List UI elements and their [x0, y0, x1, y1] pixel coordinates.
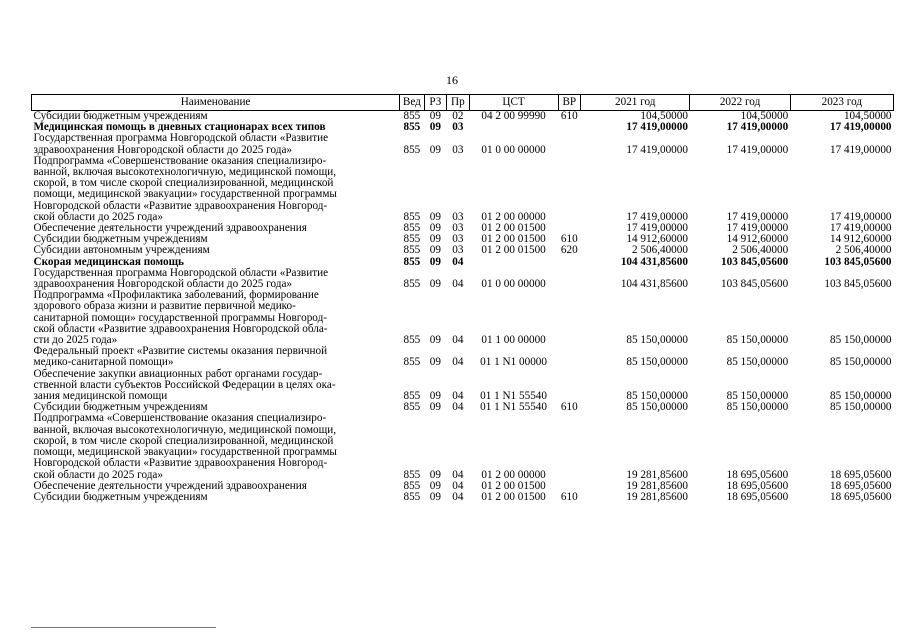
cell-rz: 09: [429, 479, 441, 492]
header-2023: 2023 год: [790, 95, 893, 111]
cell-name: Субсидии бюджетным учреждениям: [33, 490, 208, 503]
cell-vr: 620: [560, 244, 578, 257]
cell-name: Государственная программа Новгородской области «Развитие здравоохранения Новгородской области до 2025 года»: [33, 132, 329, 156]
cell-2023: 17 419,00000: [829, 222, 892, 235]
cell-cst: [469, 257, 558, 268]
cell-cst: 01 0 00 00000: [481, 278, 546, 291]
cell-ved: 855: [403, 110, 421, 122]
cell-2022: 103 845,05600: [721, 278, 789, 291]
header-vr: ВР: [558, 95, 580, 111]
cell-2022: 17 419,00000: [726, 121, 789, 134]
table-row: [32, 245, 894, 256]
cell-cst: 01 2 00 00000: [481, 210, 546, 223]
cell-rz: 09: [429, 110, 441, 122]
table-row: [32, 156, 894, 223]
cell-2023: 85 150,00000: [829, 356, 892, 369]
cell-2023: 85 150,00000: [829, 401, 892, 414]
cell-pr: 04: [452, 356, 464, 369]
cell-cst: 01 2 00 01500: [481, 479, 546, 492]
cell-rz: 09: [429, 143, 441, 156]
cell-2021: 104 431,85600: [620, 278, 688, 291]
cell-vr: [558, 156, 580, 223]
cell-rz: 09: [429, 278, 441, 291]
cell-cst: 01 1 N1 55540: [480, 401, 547, 414]
cell-vr: [558, 257, 580, 268]
cell-2022: 85 150,00000: [726, 390, 789, 403]
cell-pr: 03: [452, 222, 464, 235]
header-name: Наименование: [32, 95, 400, 111]
cell-2023: 103 845,05600: [824, 255, 892, 268]
header-2022: 2022 год: [690, 95, 790, 111]
table-row: [32, 133, 894, 155]
cell-ved: 855: [403, 479, 421, 492]
budget-table: [31, 94, 894, 503]
cell-ved: 855: [403, 143, 421, 156]
cell-2023: 17 419,00000: [829, 143, 892, 156]
cell-cst: 01 1 N1 55540: [480, 390, 547, 403]
cell-pr: 02: [452, 110, 464, 122]
cell-vr: [558, 133, 580, 155]
cell-name: Федеральный проект «Развитие системы оказания первичной медико-санитарной помощи»: [33, 345, 328, 369]
cell-2023: 85 150,00000: [829, 390, 892, 403]
table-row: [32, 346, 894, 368]
cell-rz: 09: [429, 233, 441, 246]
cell-2021: 85 150,00000: [626, 401, 688, 414]
cell-ved: 855: [403, 222, 421, 235]
cell-2021: 104,50000: [640, 110, 688, 122]
cell-vr: [558, 413, 580, 480]
table-row: [32, 268, 894, 290]
table-body: [32, 111, 894, 504]
cell-2022: 17 419,00000: [726, 210, 789, 223]
cell-2021: 17 419,00000: [626, 121, 688, 134]
cell-vr: [558, 268, 580, 290]
cell-2023: 103 845,05600: [824, 278, 892, 291]
cell-2023: 18 695,05600: [829, 490, 892, 503]
cell-pr: 04: [452, 278, 464, 291]
cell-ved: 855: [403, 244, 421, 257]
cell-2023: 104,50000: [843, 110, 892, 122]
cell-name: Подпрограмма «Совершенствование оказания специализиро- ванной, включая высокотехнологичную, медицинской помощи, скорой, в том числе скорой специализированной, медицинской помощи, медицинской эвакуации» государственной программы Новгородской области «Развитие здравоохранения Новгород- ской области до 2025 года»: [33, 154, 337, 223]
cell-cst: 01 2 00 01500: [481, 233, 546, 246]
cell-vr: 610: [560, 490, 578, 503]
cell-ved: 855: [403, 334, 421, 347]
cell-name: Скорая медицинская помощь: [33, 255, 184, 268]
cell-2023: 2 506,40000: [835, 244, 892, 257]
cell-2022: 18 695,05600: [726, 490, 789, 503]
cell-pr: 04: [452, 468, 464, 481]
cell-2022: 17 419,00000: [726, 222, 789, 235]
cell-pr: 03: [452, 121, 464, 134]
cell-cst: 01 2 00 01500: [481, 244, 546, 257]
header-2021: 2021 год: [581, 95, 690, 111]
cell-pr: 04: [452, 479, 464, 492]
cell-rz: 09: [429, 356, 441, 369]
cell-name: Подпрограмма «Совершенствование оказания специализиро- ванной, включая высокотехнологичную, медицинской помощи, скорой, в том числе скорой специализированной, медицинской помощи, медицинской эвакуации» государственной программы Новгородской области «Развитие здравоохранения Новгород- ской области до 2025 года»: [33, 412, 337, 481]
cell-name: Субсидии бюджетным учреждениям: [33, 110, 208, 122]
cell-2022: 85 150,00000: [726, 334, 789, 347]
footer-divider: [31, 627, 216, 628]
page-number: 16: [446, 73, 458, 87]
cell-vr: 610: [560, 401, 578, 414]
cell-cst: 04 2 00 99990: [481, 110, 546, 122]
cell-vr: [558, 290, 580, 346]
cell-rz: 09: [429, 244, 441, 257]
cell-name: Субсидии бюджетным учреждениям: [33, 401, 208, 414]
cell-ved: 855: [403, 356, 421, 369]
cell-2023: 14 912,60000: [829, 233, 892, 246]
cell-2021: 85 150,00000: [626, 356, 688, 369]
cell-rz: 09: [429, 255, 441, 268]
cell-ved: 855: [403, 490, 421, 503]
cell-2022: 85 150,00000: [726, 401, 789, 414]
cell-pr: 03: [452, 244, 464, 257]
cell-2023: 18 695,05600: [829, 479, 892, 492]
cell-name: Обеспечение деятельности учреждений здравоохранения: [33, 222, 307, 235]
cell-2021: 85 150,00000: [626, 390, 688, 403]
cell-2021: 17 419,00000: [626, 222, 688, 235]
cell-2021: 17 419,00000: [626, 210, 688, 223]
cell-cst: 01 0 00 00000: [481, 143, 546, 156]
table-row: [32, 413, 894, 480]
cell-2023: 18 695,05600: [829, 468, 892, 481]
cell-cst: 01 1 00 00000: [481, 334, 546, 347]
cell-cst: [469, 122, 558, 133]
cell-2022: 18 695,05600: [726, 479, 789, 492]
cell-pr: 03: [452, 143, 464, 156]
cell-2021: 19 281,85600: [626, 468, 688, 481]
cell-pr: 03: [452, 210, 464, 223]
cell-name: Обеспечение деятельности учреждений здравоохранения: [33, 479, 307, 492]
cell-2021: 17 419,00000: [626, 143, 688, 156]
cell-ved: 855: [403, 468, 421, 481]
cell-ved: 855: [403, 121, 421, 134]
cell-rz: 09: [429, 210, 441, 223]
cell-pr: 03: [452, 233, 464, 246]
cell-name: Обеспечение закупки авиационных работ органами государ- ственной власти субъектов Российской Федерации в целях ока- зания медицинской помощи: [33, 367, 336, 403]
cell-pr: 04: [452, 490, 464, 503]
cell-ved: 855: [403, 390, 421, 403]
cell-ved: 855: [403, 401, 421, 414]
cell-pr: 04: [452, 255, 464, 268]
cell-rz: 09: [429, 334, 441, 347]
cell-2023: 17 419,00000: [829, 121, 892, 134]
cell-rz: 09: [429, 401, 441, 414]
cell-2021: 85 150,00000: [626, 334, 688, 347]
cell-2022: 103 845,05600: [721, 255, 789, 268]
header-row: [32, 95, 894, 111]
cell-2023: 85 150,00000: [829, 334, 892, 347]
cell-rz: 09: [429, 121, 441, 134]
cell-cst: 01 1 N1 00000: [480, 356, 547, 369]
cell-2021: 19 281,85600: [626, 479, 688, 492]
cell-rz: 09: [429, 468, 441, 481]
cell-2021: 2 506,40000: [632, 244, 688, 257]
cell-rz: 09: [429, 490, 441, 503]
cell-ved: 855: [403, 233, 421, 246]
cell-name: Медицинская помощь в дневных стационарах всех типов: [33, 121, 326, 134]
cell-cst: 01 2 00 01500: [481, 490, 546, 503]
cell-rz: 09: [429, 222, 441, 235]
cell-2022: 14 912,60000: [726, 233, 789, 246]
header-ved: Вед: [400, 95, 425, 111]
cell-vr: [558, 369, 580, 403]
cell-2021: 14 912,60000: [626, 233, 688, 246]
cell-vr: [558, 122, 580, 133]
cell-2022: 17 419,00000: [726, 143, 789, 156]
cell-ved: 855: [403, 278, 421, 291]
cell-pr: 04: [452, 401, 464, 414]
cell-2023: 17 419,00000: [829, 210, 892, 223]
cell-vr: 610: [560, 110, 578, 122]
cell-name: Подпрограмма «Профилактика заболеваний, формирование здорового образа жизни и развитие первичной медико- санитарной помощи» государственной программы Новгород- ской области «Развитие здравоохранения Новгородской обла- сти до 2025 года»: [33, 289, 328, 347]
table-row: [32, 369, 894, 403]
cell-2022: 2 506,40000: [732, 244, 789, 257]
cell-cst: 01 2 00 01500: [481, 222, 546, 235]
cell-2022: 104,50000: [740, 110, 789, 122]
cell-ved: 855: [403, 255, 421, 268]
cell-name: Государственная программа Новгородской области «Развитие здравоохранения Новгородской области до 2025 года»: [33, 266, 329, 291]
cell-name: Субсидии бюджетным учреждениям: [33, 233, 208, 246]
cell-2021: 104 431,85600: [620, 255, 688, 268]
table-row: [32, 492, 894, 503]
cell-cst: 01 2 00 00000: [481, 468, 546, 481]
cell-pr: 04: [452, 390, 464, 403]
header-pr: Пр: [447, 95, 469, 111]
cell-ved: 855: [403, 210, 421, 223]
cell-2022: 85 150,00000: [726, 356, 789, 369]
header-cst: ЦСТ: [469, 95, 558, 111]
header-rz: РЗ: [424, 95, 446, 111]
cell-pr: 04: [452, 334, 464, 347]
cell-2021: 19 281,85600: [626, 490, 688, 503]
cell-rz: 09: [429, 390, 441, 403]
table-row: [32, 290, 894, 346]
cell-2022: 18 695,05600: [726, 468, 789, 481]
cell-vr: 610: [560, 233, 578, 246]
cell-vr: [558, 346, 580, 368]
cell-name: Субсидии автономным учреждениям: [33, 244, 210, 257]
